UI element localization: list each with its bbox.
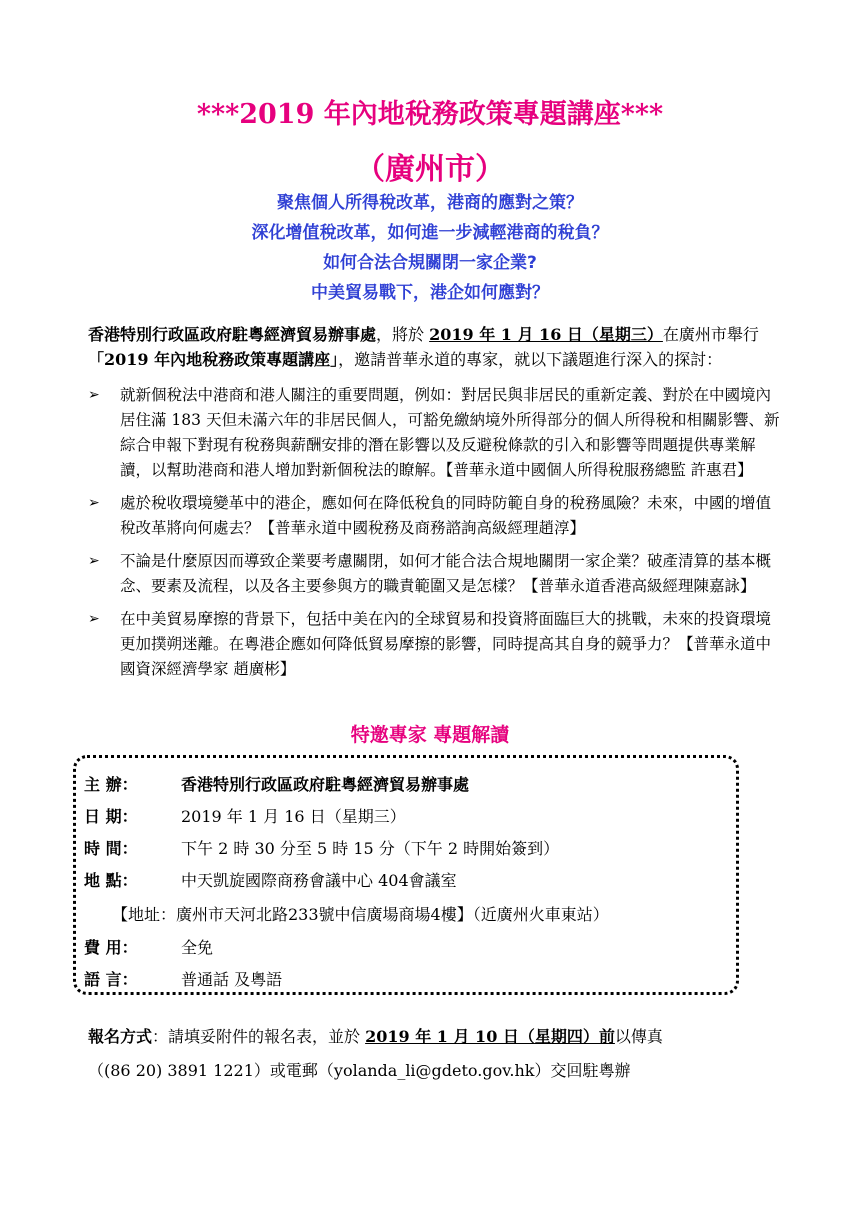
experts-heading: 特邀專家 專題解讀 (350, 724, 510, 746)
time-value: 下午 2 時 30 分至 5 時 15 分（下午 2 時開始簽到） (181, 839, 560, 858)
registration-contact: （(86 20) 3891 1221）或電郵（yolanda_li@gdeto.gov.hk）交回駐粵辦 (88, 1061, 631, 1080)
registration-paragraph (88, 1020, 780, 1088)
venue-address: 【地址：廣州市天河北路233號中信廣場商場4樓】（近廣州火車東站） (112, 905, 609, 924)
language-label: 語 言： (84, 970, 138, 989)
date-label: 日 期： (84, 807, 138, 826)
page-title: ***2019 年內地稅務政策專題講座*** (196, 99, 664, 130)
time-label: 時 間： (84, 839, 138, 858)
topic-list (88, 383, 780, 690)
intro-text-3: ，邀請普華永道的專家，就以下議題進行深入的探討： (338, 350, 723, 369)
registration-label: 報名方式 (88, 1027, 153, 1046)
intro-event: 「2019 年內地稅務政策專題講座」 (88, 350, 339, 369)
arrow-bullet-icon: ➢ (88, 611, 100, 627)
venue-value: 中天凱旋國際商務會議中心 404會議室 (181, 871, 457, 890)
intro-text-2: 在廣州市舉行 (662, 325, 759, 344)
info-row-venue (84, 868, 457, 891)
subtitle-3: 如何合法合規關閉一家企業? (323, 253, 537, 273)
language-value: 普通話 及粵語 (181, 970, 283, 989)
date-value: 2019 年 1 月 16 日（星期三） (181, 807, 406, 826)
list-item (88, 491, 780, 541)
info-row-host (84, 772, 469, 795)
info-row-date (84, 804, 406, 827)
host-value: 香港特別行政區政府駐粵經濟貿易辦事處 (181, 775, 470, 794)
registration-text-1: ：請填妥附件的報名表，並於 (152, 1027, 366, 1046)
intro-text-1: ，將於 (376, 325, 430, 344)
topic-text-1: 就新個稅法中港商和港人關注的重要問題，例如：對居民與非居民的重新定義、對於在中國境內居住滿 183 天但未滿六年的非居民個人，可豁免繳納境外所得部分的個人所得稅和相關影響、新綜合申報下對現有稅務與薪酬安排的潛在影響以及反避稅條款的引入和影響等問題提供專業解讀，以幫助港商和港人增加對新個稅法的瞭解。【普華永道中國個人所得稅服務總監 許惠君】 (120, 386, 780, 479)
subtitle-2: 深化增值稅改革，如何進一步減輕港商的稅負？ (251, 223, 609, 243)
list-item (88, 549, 780, 599)
topic-text-4: 在中美貿易摩擦的背景下，包括中美在內的全球貿易和投資將面臨巨大的挑戰，未來的投資環境更加撲朔迷離。在粵港企應如何降低貿易摩擦的影響，同時提高其自身的競爭力？【普華永道中國資深經濟學家 趙廣彬】 (120, 610, 772, 678)
fee-label: 費 用： (84, 938, 138, 957)
city-title: （廣州市） (355, 152, 505, 187)
venue-label: 地 點： (84, 871, 138, 890)
fee-value: 全免 (181, 938, 214, 957)
info-row-language (84, 967, 282, 990)
registration-text-2: 以傳真 (614, 1027, 663, 1046)
list-item (88, 607, 780, 682)
intro-date: 2019 年 1 月 16 日（星期三） (429, 325, 663, 344)
topic-text-2: 處於稅收環境變革中的港企，應如何在降低稅負的同時防範自身的稅務風險？未來，中國的增值稅改革將向何處去？【普華永道中國稅務及商務諮詢高級經理趙淳】 (120, 494, 772, 537)
list-item (88, 383, 780, 483)
arrow-bullet-icon: ➢ (88, 387, 100, 403)
arrow-bullet-icon: ➢ (88, 553, 100, 569)
topic-text-3: 不論是什麼原因而導致企業要考慮關閉，如何才能合法合規地關閉一家企業？破產清算的基本概念、要素及流程，以及各主要參與方的職責範圍又是怎樣？【普華永道香港高級經理陳嘉詠】 (120, 552, 772, 595)
info-row-fee (84, 935, 213, 958)
info-row-time (84, 836, 559, 859)
subtitle-1: 聚焦個人所得稅改革，港商的應對之策？ (277, 193, 583, 213)
intro-paragraph (88, 322, 780, 372)
intro-organizer: 香港特別行政區政府駐粵經濟貿易辦事處 (88, 325, 377, 344)
host-label: 主 辦： (84, 775, 138, 794)
subtitle-4: 中美貿易戰下，港企如何應對？ (311, 283, 549, 303)
registration-deadline: 2019 年 1 月 10 日（星期四）前 (365, 1027, 615, 1046)
arrow-bullet-icon: ➢ (88, 495, 100, 511)
